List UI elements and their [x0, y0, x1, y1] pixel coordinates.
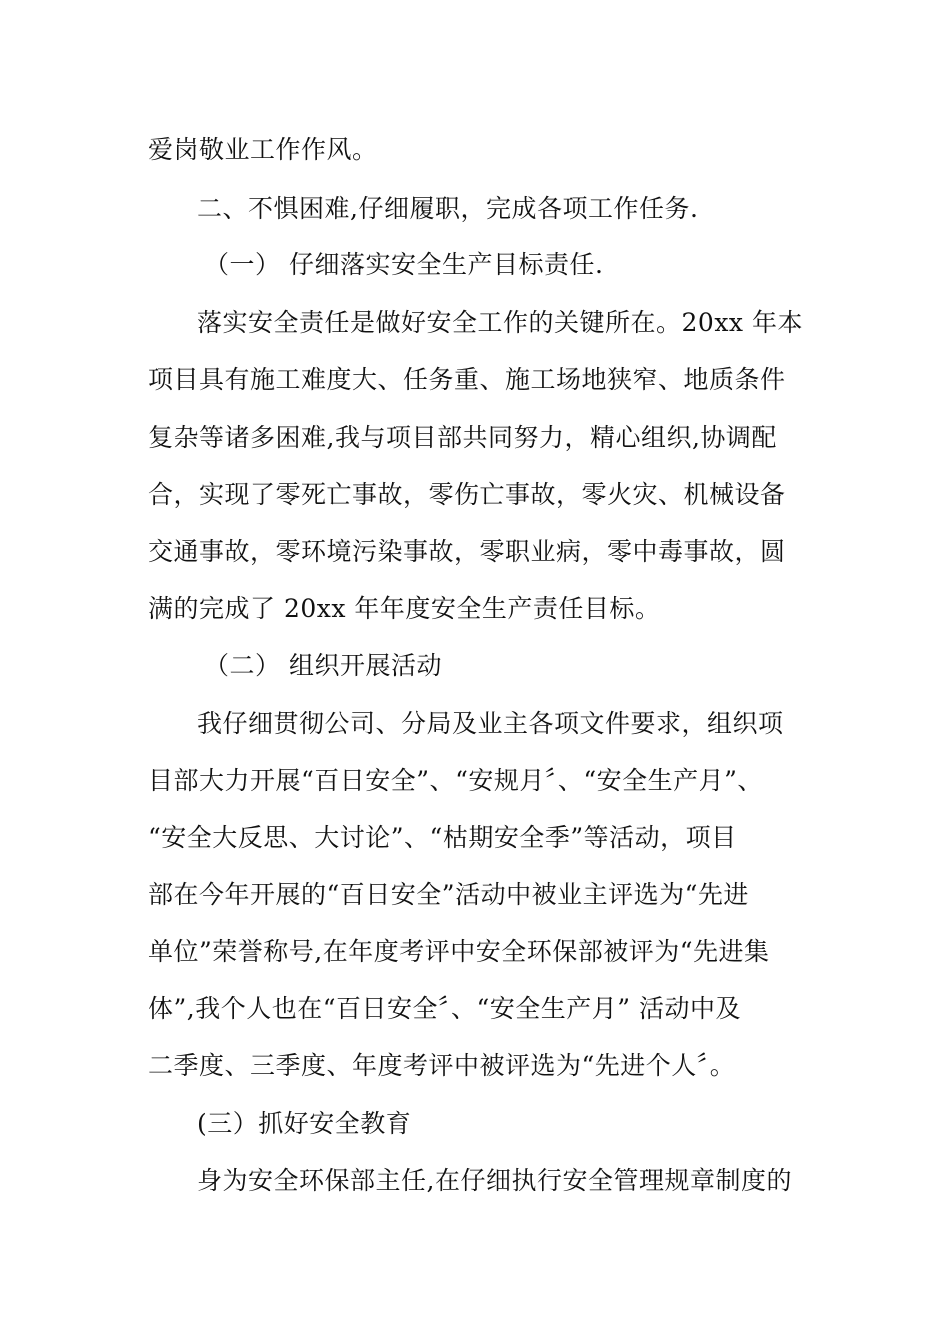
- paragraph-line: 部在今年开展的“百日安全”活动中被业主评选为“先进: [148, 880, 749, 909]
- paragraph-line: 落实安全责任是做好安全工作的关键所在。20xx 年本: [197, 308, 803, 337]
- paragraph-line: 爱岗敬业工作作风。: [148, 135, 378, 164]
- paragraph-line: 项目具有施工难度大、任务重、施工场地狭窄、地质条件: [148, 365, 786, 394]
- paragraph-line: 复杂等诸多困难,我与项目部共同努力，精心组织,协调配: [148, 423, 777, 452]
- subsection-heading: （一） 仔细落实安全生产目标责任.: [204, 250, 604, 279]
- paragraph-line: 身为安全环保部主任,在仔细执行安全管理规章制度的: [197, 1166, 792, 1195]
- paragraph-line: 目部大力开展“百日安全”、“安规月〞、“安全生产月”、: [148, 766, 763, 795]
- paragraph-line: 合，实现了零死亡事故，零伤亡事故，零火灾、机械设备: [148, 480, 786, 509]
- subsection-heading: （二） 组织开展活动: [204, 651, 442, 680]
- paragraph-line: 二季度、三季度、年度考评中被评选为“先进个人〞。: [148, 1051, 736, 1080]
- paragraph-line: “安全大反思、大讨论”、“枯期安全季”等活动，项目: [148, 823, 737, 852]
- section-heading: 二、不惧困难,仔细履职，完成各项工作任务.: [197, 194, 699, 223]
- paragraph-line: 我仔细贯彻公司、分局及业主各项文件要求，组织项: [197, 709, 784, 738]
- paragraph-line: 交通事故，零环境污染事故，零职业病，零中毒事故，圆: [148, 537, 786, 566]
- subsection-heading: (三）抓好安全教育: [197, 1109, 412, 1138]
- paragraph-line: 满的完成了 20xx 年年度安全生产责任目标。: [148, 594, 661, 623]
- paragraph-line: 单位”荣誉称号,在年度考评中安全环保部被评为“先进集: [148, 937, 770, 966]
- paragraph-line: 体”,我个人也在“百日安全〞、“安全生产月” 活动中及: [148, 994, 742, 1023]
